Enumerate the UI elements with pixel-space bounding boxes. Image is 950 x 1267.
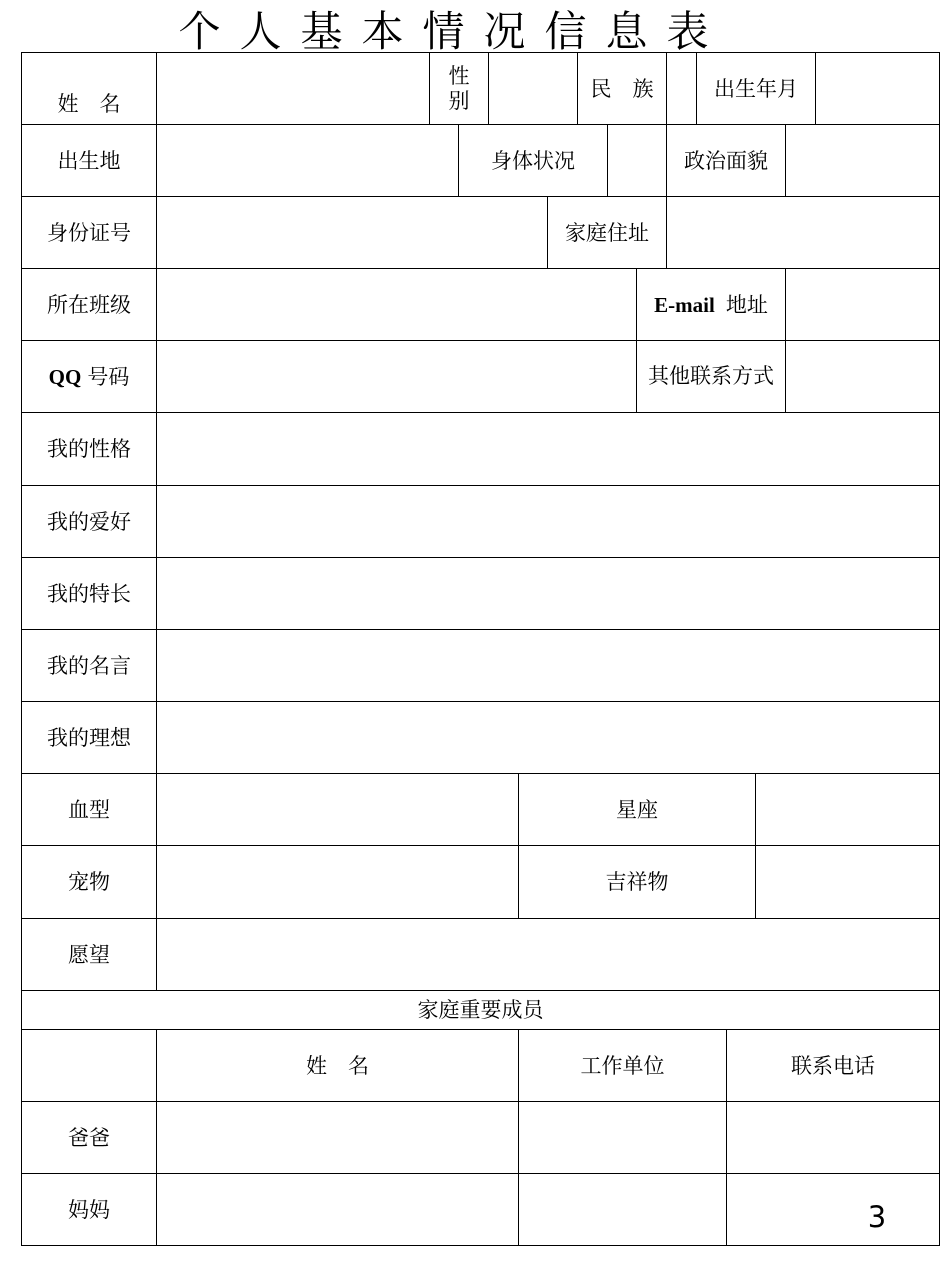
field-gender[interactable] [489, 52, 578, 125]
family-header-work-text: 工作单位 [580, 1053, 665, 1078]
label-class-text: 所在班级 [47, 292, 131, 317]
label-qq-suffix: 号码 [87, 364, 130, 389]
field-email[interactable] [786, 269, 940, 341]
field-personality[interactable] [157, 413, 940, 486]
label-motto-text: 我的名言 [47, 653, 131, 678]
field-dad-name[interactable] [157, 1102, 519, 1174]
label-ethnicity-text: 民 族 [590, 76, 654, 101]
label-home-address-text: 家庭住址 [565, 220, 649, 245]
field-home-address[interactable] [667, 197, 940, 269]
label-political-status [667, 125, 786, 197]
label-gender [430, 52, 489, 125]
label-specialty [21, 558, 157, 630]
label-email [637, 269, 786, 341]
label-blood-type [21, 774, 157, 846]
field-birth-month[interactable] [816, 52, 940, 125]
field-mom-name[interactable] [157, 1174, 519, 1246]
family-header-phone-text: 联系电话 [791, 1053, 875, 1078]
family-header-name-text: 姓 名 [306, 1053, 369, 1078]
label-email-prefix: E-mail [654, 292, 715, 317]
label-ideal [21, 702, 157, 774]
label-gender-text: 性 别 [448, 63, 470, 113]
label-name-text: 姓 名 [57, 92, 121, 116]
field-blood-type[interactable] [157, 774, 519, 846]
field-zodiac[interactable] [756, 774, 940, 846]
label-ethnicity [578, 52, 667, 125]
label-pet-text: 宠物 [68, 870, 110, 894]
field-qq[interactable] [157, 341, 637, 413]
label-other-contact-text: 其他联系方式 [648, 364, 774, 388]
field-mascot[interactable] [756, 846, 940, 919]
label-ideal-text: 我的理想 [47, 725, 131, 750]
family-row-dad-label [21, 1102, 157, 1174]
field-ideal[interactable] [157, 702, 940, 774]
label-id-number-text: 身份证号 [47, 220, 131, 245]
field-mom-work[interactable] [519, 1174, 727, 1246]
family-header-work [519, 1030, 727, 1102]
field-hobbies[interactable] [157, 486, 940, 558]
form-title: 个人基本情况信息表 [178, 7, 728, 56]
field-other-contact[interactable] [786, 341, 940, 413]
field-health[interactable] [608, 125, 667, 197]
label-political-status-text: 政治面貌 [684, 148, 768, 173]
label-birth-month-text: 出生年月 [714, 76, 798, 101]
family-header-name [157, 1030, 519, 1102]
family-row-mom-text: 妈妈 [68, 1197, 110, 1222]
label-birthplace-text: 出生地 [57, 148, 121, 173]
field-specialty[interactable] [157, 558, 940, 630]
label-pet [21, 846, 157, 919]
label-birthplace [21, 125, 157, 197]
field-pet[interactable] [157, 846, 519, 919]
label-health [459, 125, 608, 197]
field-name[interactable] [157, 52, 430, 125]
field-id-number[interactable] [157, 197, 548, 269]
label-id-number [21, 197, 157, 269]
label-hobbies [21, 486, 157, 558]
label-email-suffix: 地址 [725, 292, 768, 317]
label-home-address [548, 197, 667, 269]
label-hobbies-text: 我的爱好 [47, 509, 131, 534]
field-wish[interactable] [157, 919, 940, 991]
label-personality [21, 413, 157, 486]
family-header-phone [727, 1030, 940, 1102]
label-mascot-text: 吉祥物 [605, 870, 669, 894]
family-row-mom-label [21, 1174, 157, 1246]
label-zodiac [519, 774, 756, 846]
label-wish [21, 919, 157, 991]
label-other-contact [637, 341, 786, 413]
label-class [21, 269, 157, 341]
label-motto [21, 630, 157, 702]
label-wish-text: 愿望 [68, 942, 110, 967]
label-mascot [519, 846, 756, 919]
field-political-status[interactable] [786, 125, 940, 197]
field-ethnicity[interactable] [667, 52, 697, 125]
field-dad-work[interactable] [519, 1102, 727, 1174]
family-section-header [21, 991, 940, 1030]
field-class[interactable] [157, 269, 637, 341]
label-health-text: 身体状况 [491, 148, 575, 173]
field-birthplace[interactable] [157, 125, 459, 197]
field-mom-phone[interactable] [727, 1174, 940, 1246]
family-section-title: 家庭重要成员 [417, 998, 544, 1022]
label-qq-prefix: QQ [48, 364, 82, 389]
field-dad-phone[interactable] [727, 1102, 940, 1174]
family-row-dad-text: 爸爸 [68, 1125, 110, 1150]
label-personality-text: 我的性格 [47, 437, 131, 461]
field-motto[interactable] [157, 630, 940, 702]
family-header-blank [21, 1030, 157, 1102]
label-specialty-text: 我的特长 [47, 581, 131, 606]
label-birth-month [697, 52, 816, 125]
label-zodiac-text: 星座 [616, 797, 658, 822]
label-blood-type-text: 血型 [68, 797, 110, 822]
label-qq [21, 341, 157, 413]
label-name [21, 52, 157, 125]
page-number: 3 [867, 1200, 887, 1234]
